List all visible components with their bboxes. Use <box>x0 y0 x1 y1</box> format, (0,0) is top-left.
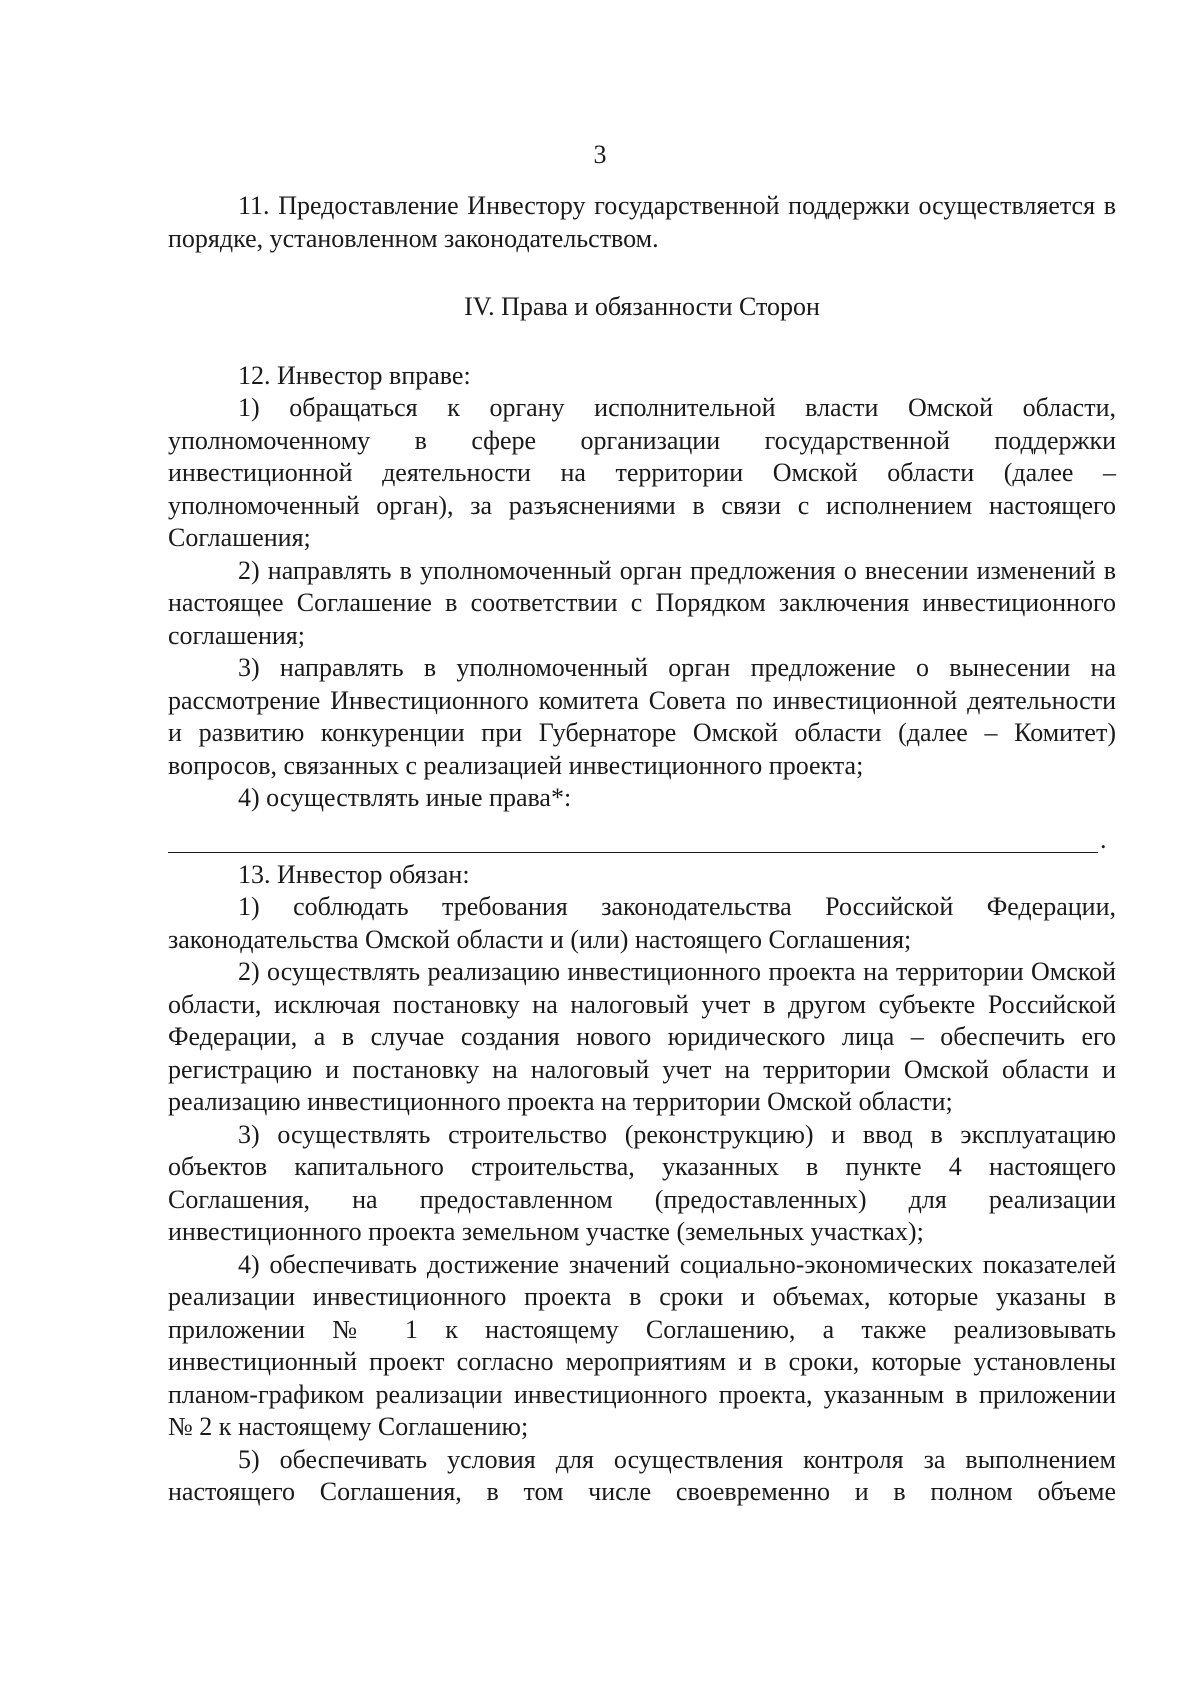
paragraph-12-intro: 12. Инвестор вправе: <box>238 360 471 390</box>
section-heading: IV. Права и обязанности Сторон <box>464 292 820 321</box>
blank-rule <box>168 826 1098 853</box>
paragraph-13-intro: 13. Инвестор обязан: <box>238 859 470 889</box>
paragraph-13-item-1: 1) соблюдать требования законодательства Российской Федерации, законодательства Омской области и (или) настоящего Соглашения; <box>168 892 1116 954</box>
paragraph-12-item-4: 4) осуществлять иные права*: <box>238 783 572 812</box>
fill-in-blank-line <box>168 815 1116 853</box>
paragraph-11: 11. Предоставление Инвестору государственной поддержки осуществляется в порядке, установленном законодательством. <box>168 191 1116 253</box>
paragraph-13-item-3: 3) осуществлять строительство (реконструкцию) и ввод в эксплуатацию объектов капитального строительства, указанных в пункте 4 настоящего Соглашения, на предоставленном (предоставленных) для реализации инвестиционного проекта земельном участке (земельных участках); <box>168 1119 1116 1246</box>
paragraph-12-item-1: 1) обращаться к органу исполнительной власти Омской области, уполномоченному в сфере организации государственной поддержки инвестиционной деятельности на территории Омской области (далее – уполномоченный орган), за разъяснениями в связи с исполнением настоящего Соглашения; <box>168 393 1116 552</box>
paragraph-13-item-5: 5) обеспечивать условия для осуществления контроля за выполнением настоящего Соглашения, в том числе своевременно и в полном объеме <box>168 1444 1116 1506</box>
paragraph-13-item-4: 4) обеспечивать достижение значений социально-экономических показателей реализации инвестиционного проекта в сроки и объемах, которые указаны в приложении № 1 к настоящему Соглашению, а также реализовывать инвестиционный проект согласно мероприятиям и в сроки, которые установлены планом-графиком реализации инвестиционного проекта, указанным в приложении № 2 к настоящему Соглашению; <box>168 1249 1116 1441</box>
document-body <box>168 190 1116 1509</box>
paragraph-13-item-2: 2) осуществлять реализацию инвестиционного проекта на территории Омской области, исключая постановку на налоговый учет в другом субъекте Российской Федерации, а в случае создания нового юридического лица – обеспечить его регистрацию и постановку на налоговый учет на территории Омской области и реализацию инвестиционного проекта на территории Омской области; <box>168 957 1116 1116</box>
paragraph-12-item-3: 3) направлять в уполномоченный орган предложение о вынесении на рассмотрение Инвестиционного комитета Совета по инвестиционной деятельности и развитию конкуренции при Губернаторе Омской области (далее – Комитет) вопросов, связанных с реализацией инвестиционного проекта; <box>168 653 1116 780</box>
page-number: 3 <box>593 140 607 169</box>
paragraph-12-item-2: 2) направлять в уполномоченный орган предложения о внесении изменений в настоящее Соглашение в соответствии с Порядком заключения инвестиционного соглашения; <box>168 555 1116 650</box>
blank-end-dot: . <box>1100 824 1107 854</box>
